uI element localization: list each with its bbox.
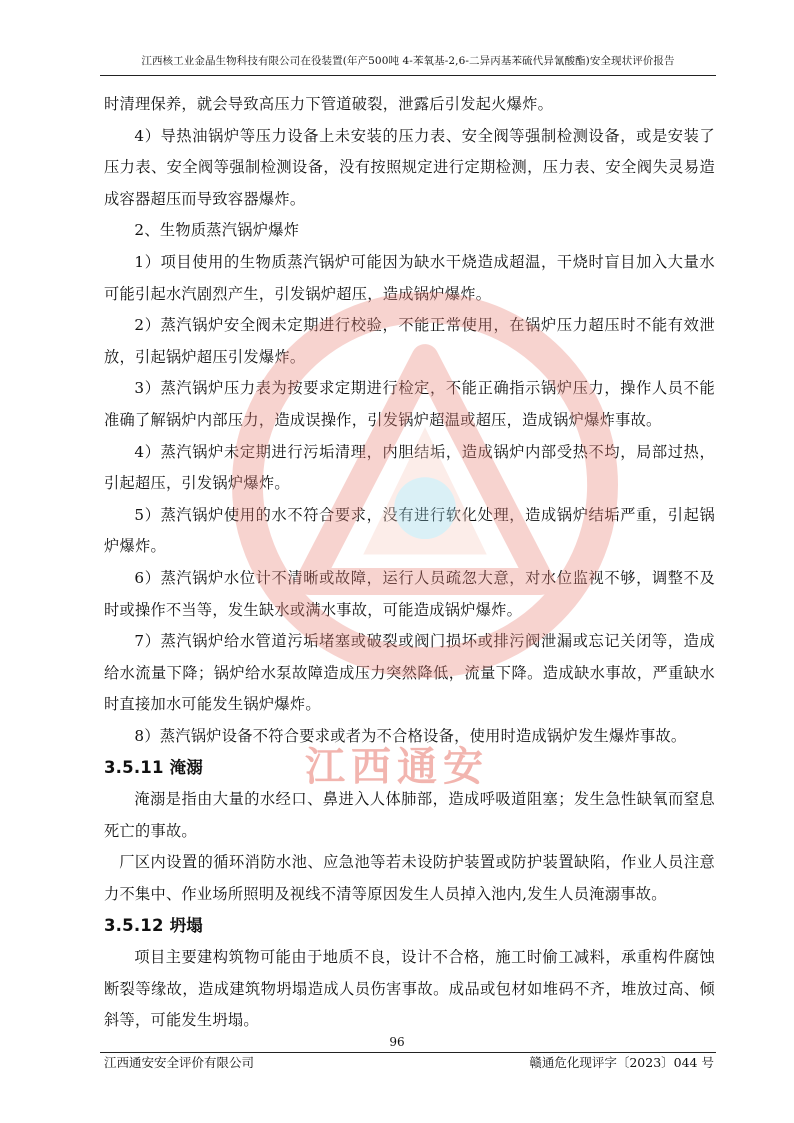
page-number: 96 — [389, 1035, 405, 1049]
section-paragraph: 淹溺是指由大量的水经口、鼻进入人体肺部，造成呼吸道阻塞；发生急性缺氧而窒息死亡的事故。 — [104, 790, 715, 840]
section-heading-collapse: 3.5.12 坍塌 — [104, 916, 204, 936]
footer-company: 江西通安安全评价有限公司 — [104, 1055, 255, 1070]
paragraph-item-8: 8）蒸汽锅炉设备不符合要求或者为不合格设备，使用时造成锅炉发生爆炸事故。 — [134, 726, 687, 745]
footer-document-number: 赣通危化现评字〔2023〕044 号 — [529, 1055, 714, 1070]
page-content — [104, 89, 715, 1037]
paragraph-item-1: 1）项目使用的生物质蒸汽锅炉可能因为缺水干烧造成超温，干烧时盲目加入大量水可能引起水汽剧烈产生，引发锅炉超压，造成锅炉爆炸。 — [104, 252, 715, 303]
watermark-text: 江西通安 — [305, 744, 489, 790]
document-header: 江西核工业金晶生物科技有限公司在役装置(年产500吨 4-苯氧基-2,6-二异丙基苯硫代异氰酸酯)安全现状评价报告 — [141, 55, 675, 67]
paragraph-item-3: 3）蒸汽锅炉压力表为按要求定期进行检定，不能正确指示锅炉压力，操作人员不能准确了解锅炉内部压力，造成误操作，引发锅炉超温或超压，造成锅炉爆炸事故。 — [104, 379, 715, 429]
section-heading-drowning: 3.5.11 淹溺 — [104, 758, 204, 778]
paragraph-continuation: 时清理保养，就会导致高压力下管道破裂，泄露后引发起火爆炸。 — [104, 95, 554, 113]
paragraph-item-6: 6）蒸汽锅炉水位计不清晰或故障，运行人员疏忽大意，对水位监视不够，调整不及时或操作不当等，发生缺水或满水事故，可能造成锅炉爆炸。 — [104, 568, 715, 619]
paragraph-subheading-steam-boiler: 2、生物质蒸汽锅炉爆炸 — [134, 221, 300, 240]
section-paragraph: 厂区内设置的循环消防水池、应急池等若未设防护装置或防护装置缺陷，作业人员注意力不集中、作业场所照明及视线不清等原因发生人员掉入池内,发生人员淹溺事故。 — [104, 853, 715, 903]
paragraph-item-2: 2）蒸汽锅炉安全阀未定期进行校验，不能正常使用，在锅炉压力超压时不能有效泄放，引起锅炉超压引发爆炸。 — [104, 316, 715, 366]
header-divider — [100, 75, 716, 76]
paragraph-item-5: 5）蒸汽锅炉使用的水不符合要求，没有进行软化处理，造成锅炉结垢严重，引起锅炉爆炸。 — [104, 505, 715, 556]
paragraph-item-7: 7）蒸汽锅炉给水管道污垢堵塞或破裂或阀门损坏或排污阀泄漏或忘记关闭等，造成给水流量下降；锅炉给水泵故障造成压力突然降低，流量下降。造成缺水事故，严重缺水时直接加水可能发生锅炉爆炸。 — [104, 632, 715, 714]
paragraph-item-4: 4）蒸汽锅炉未定期进行污垢清理，内胆结垢，造成锅炉内部受热不均，局部过热，引起超压，引发锅炉爆炸。 — [104, 442, 715, 493]
section-paragraph: 项目主要建构筑物可能由于地质不良，设计不合格，施工时偷工减料，承重构件腐蚀断裂等缘故，造成建筑物坍塌造成人员伤害事故。成品或包材如堆码不齐，堆放过高、倾斜等，可能发生坍塌。 — [104, 948, 715, 1030]
paragraph-item-4-thermal-oil: 4）导热油锅炉等压力设备上未安装的压力表、安全阀等强制检测设备，或是安装了压力表、安全阀等强制检测设备，没有按照规定进行定期检测，压力表、安全阀失灵易造成容器超压而导致容器爆炸。 — [104, 126, 715, 208]
